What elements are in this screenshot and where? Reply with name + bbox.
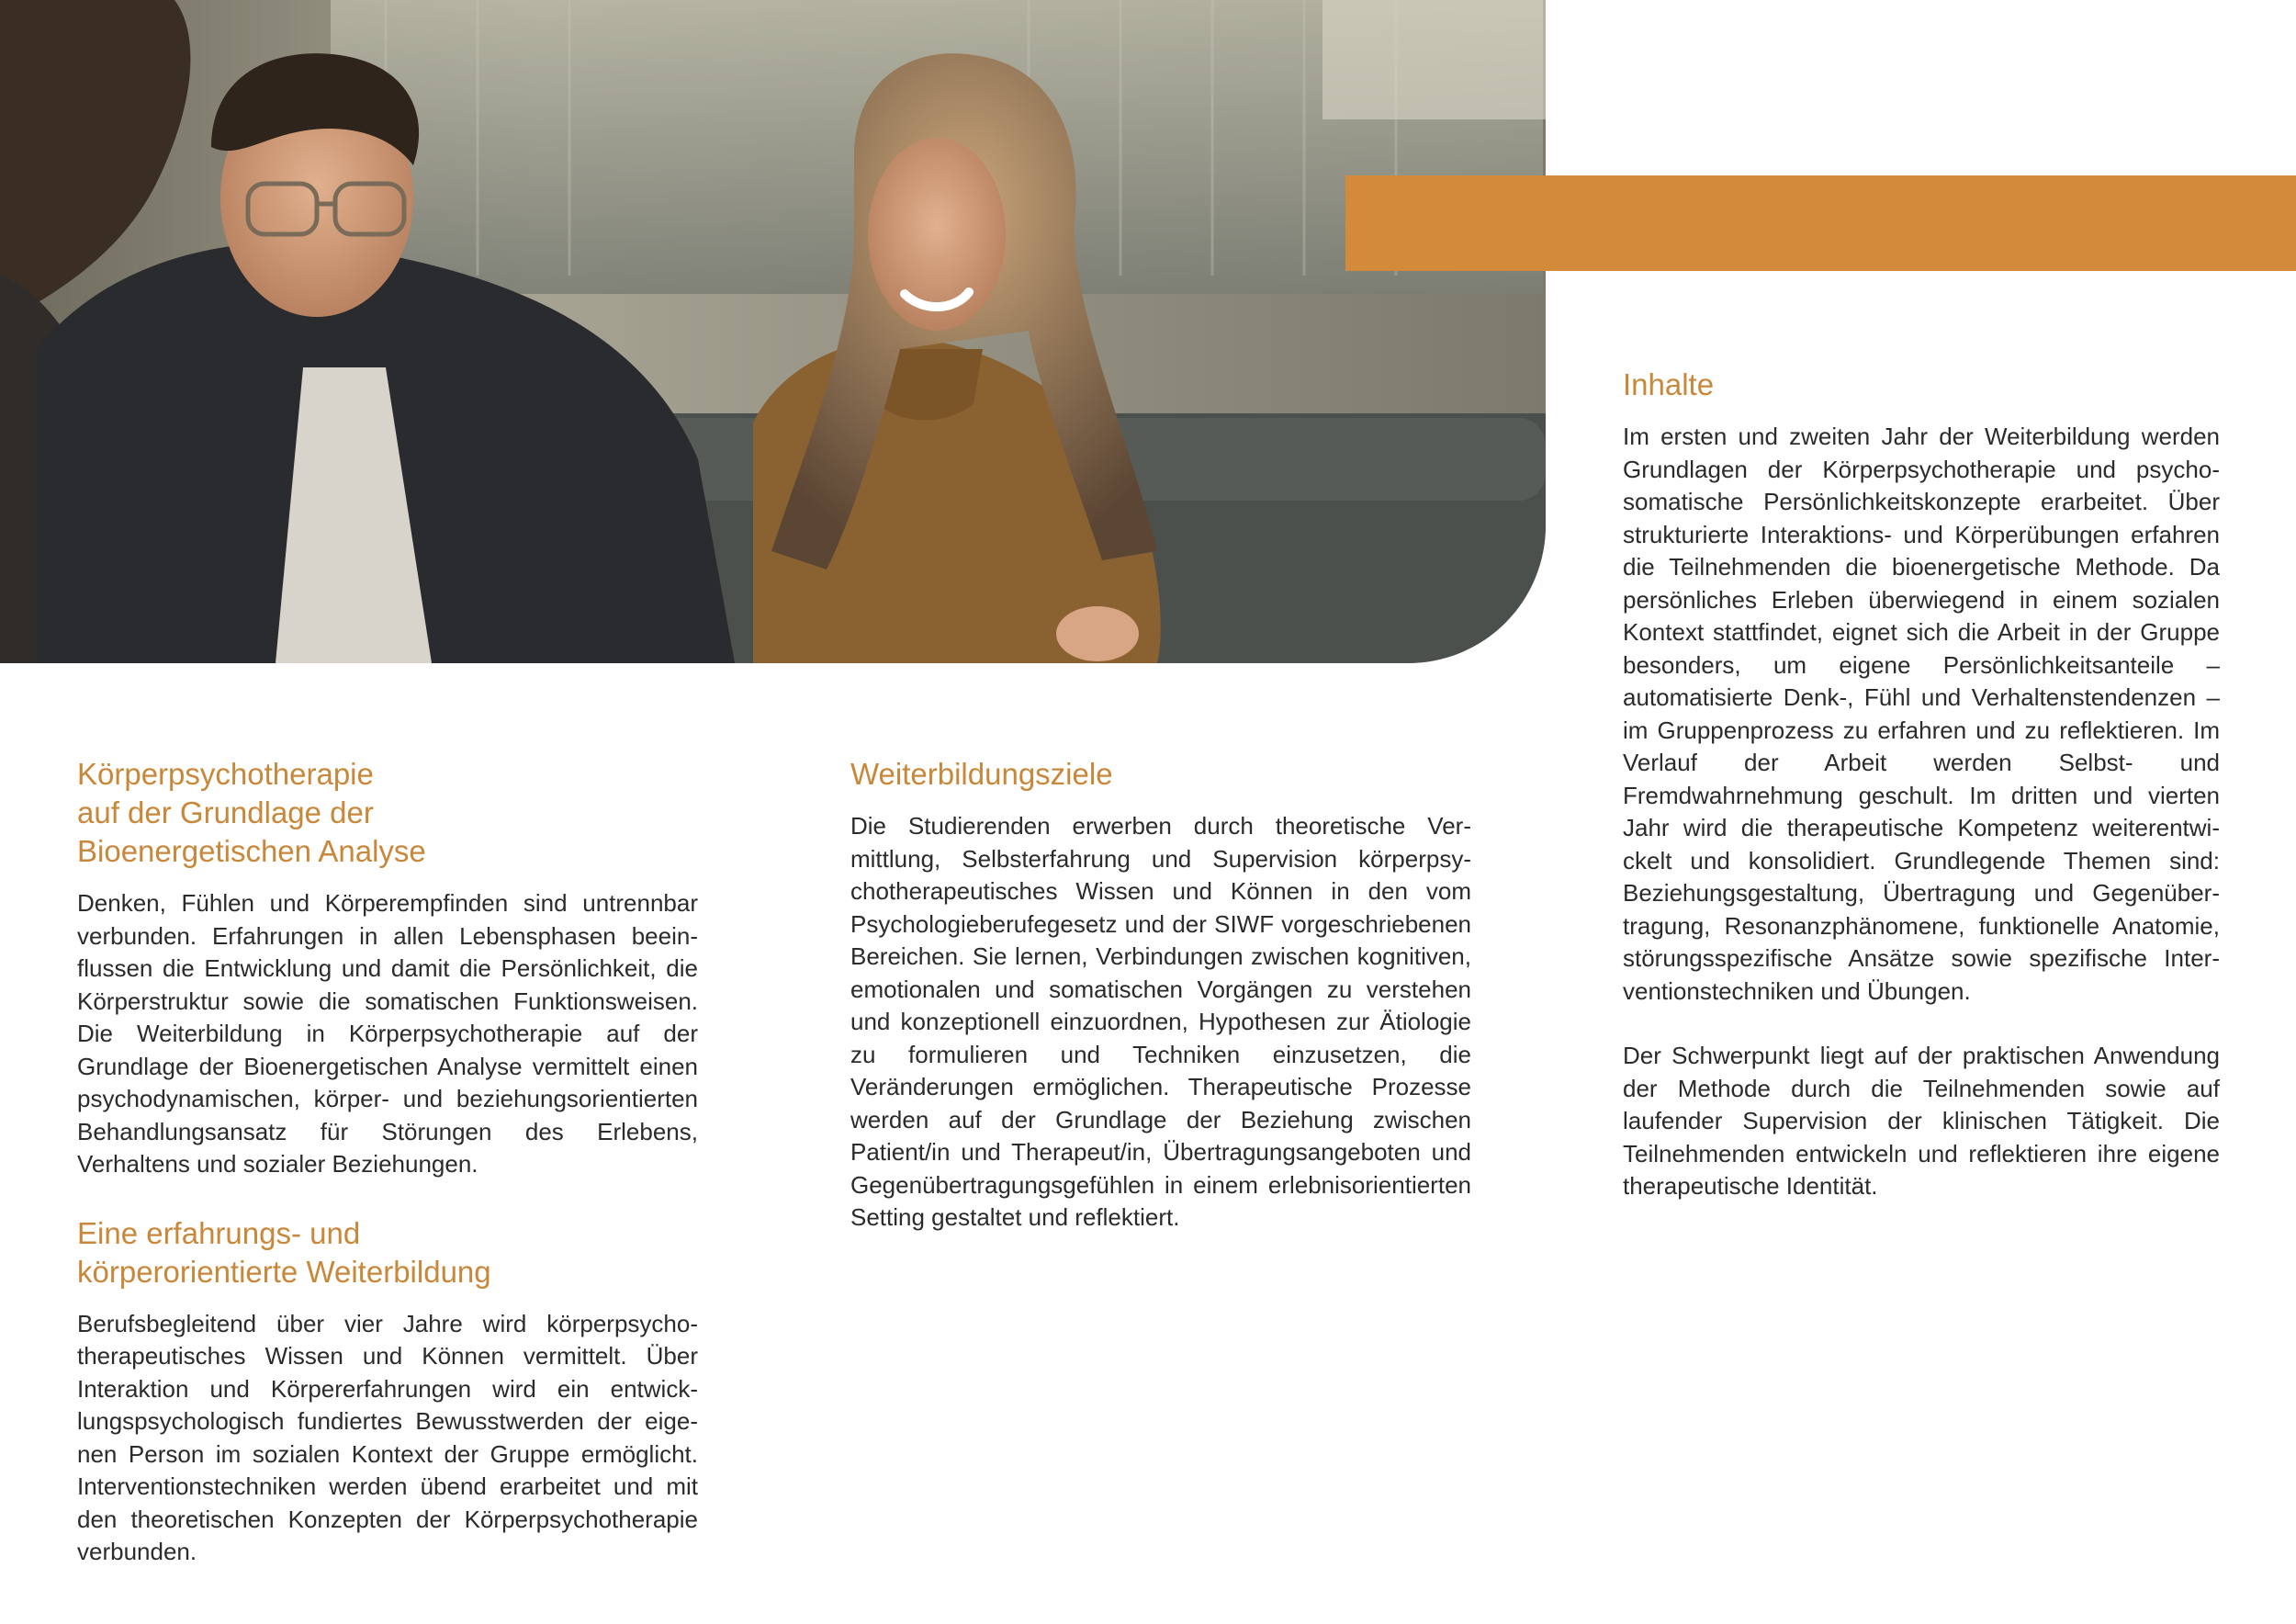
section-heading <box>77 1214 698 1291</box>
middle-column <box>850 755 1471 1235</box>
inhalte-body: Im ersten und zweiten Jahr der Weiterbildung werden Grundlagen der Körperpsychotherapie und psychosomatische Persönlichkeitskonzepte erarbeitet. Über strukturierte Interaktions- und Körperübungen erfahren die Teilnehmenden die bioenergetische Methode. Da persönliches Erleben überwiegend in einem sozialen Kontext stattfindet, eignet sich die Arbeit in der Gruppe besonders, um eigene Persönlichkeitsanteile – automatisierte Denk-, Fühl und Verhaltenstendenzen – im Gruppenprozess zu erfahren und zu reflektieren. Im Verlauf der Arbeit werden Selbst- und Fremdwahrnehmung geschult. Im dritten und vierten Jahr wird die therapeutische Kompetenz weiterentwickelt und konsolidiert. Grundlegende Themen sind: Beziehungsgestaltung, Übertragung und Gegenübertragung, Resonanzphänomene, funktionelle Anatomie, störungsspezifische Ansätze sowie spezifische Interventionstechniken und Übungen. <box>1623 423 2220 1005</box>
heading-line: Bioenergetischen Analyse <box>77 834 426 868</box>
heading-line: körperorientierte Weiterbildung <box>77 1254 491 1289</box>
hero-photo <box>0 0 1546 663</box>
section-erfahrungsorientiert <box>77 1214 698 1569</box>
section-koerperpsychotherapie <box>77 755 698 1181</box>
section-body: Berufsbegleitend über vier Jahre wird körperpsychotherapeutisches Wissen und Können vermittelt. Über Interaktion und Körpererfahrungen wird ein entwicklungspsychologisch fundiertes Bewusstwerden der eigenen Person im sozialen Kontext der Gruppe ermöglicht. Interventionstechniken werden übend erarbeitet und mit den theoretischen Konzepten der Körperpsychotherapie verbunden. <box>77 1309 698 1565</box>
left-column <box>77 755 698 1569</box>
heading-line: Eine erfahrungs- und <box>77 1215 361 1250</box>
weiterbildungsziele-heading: Weiterbildungsziele <box>850 757 1113 791</box>
heading-line: auf der Grundlage der <box>77 795 374 829</box>
right-column <box>1623 366 2220 1203</box>
inhalte-heading: Inhalte <box>1623 367 1715 401</box>
weiterbildungsziele-body: Die Studierenden erwerben durch theoretische Vermittlung, Selbsterfahrung und Supervision körperpsychotherapeutisches Wissen und Können in den vom Psychologieberufegesetz und der SIWF vorgeschriebenen Bereichen. Sie lernen, Verbindungen zwischen kognitiven, emotionalen und somatischen Vorgängen zu verstehen und konzeptionell einzuordnen, Hypothesen zur Ätiologie zu formulieren und Techniken einzusetzen, die Veränderungen ermöglichen. Therapeutische Prozesse werden auf der Grundlage der Beziehung zwischen Patient/in und Therapeut/in, Übertragungsangeboten und Gegenübertragungsgefühlen in einem erlebnisorientierten Setting gestaltet und reflektiert. <box>850 812 1471 1231</box>
section-body: Denken, Fühlen und Körperempfinden sind untrennbar verbunden. Erfahrungen in allen Lebensphasen beeinflussen die Entwicklung und damit die Persönlichkeit, die Körperstruktur sowie die somatischen Funktionsweisen. Die Weiterbildung in Körperpsychotherapie auf der Grundlage der Bioenergetischen Analyse vermittelt einen psychodynamischen, körper- und beziehungsorientierten Behandlungsansatz für Störungen des Erlebens, Verhaltens und sozialer Beziehungen. <box>77 889 698 1178</box>
schwerpunkt-body: Der Schwerpunkt liegt auf der praktischen Anwendung der Methode durch die Teilnehmenden sowie auf laufender Supervision der klinischen Tätigkeit. Die Teilnehmenden entwickeln und reflektieren ihre eigene therapeutische Identität. <box>1623 1042 2220 1200</box>
accent-bar <box>1345 175 2296 271</box>
section-heading <box>77 755 698 871</box>
heading-line: Körperpsychotherapie <box>77 757 374 791</box>
